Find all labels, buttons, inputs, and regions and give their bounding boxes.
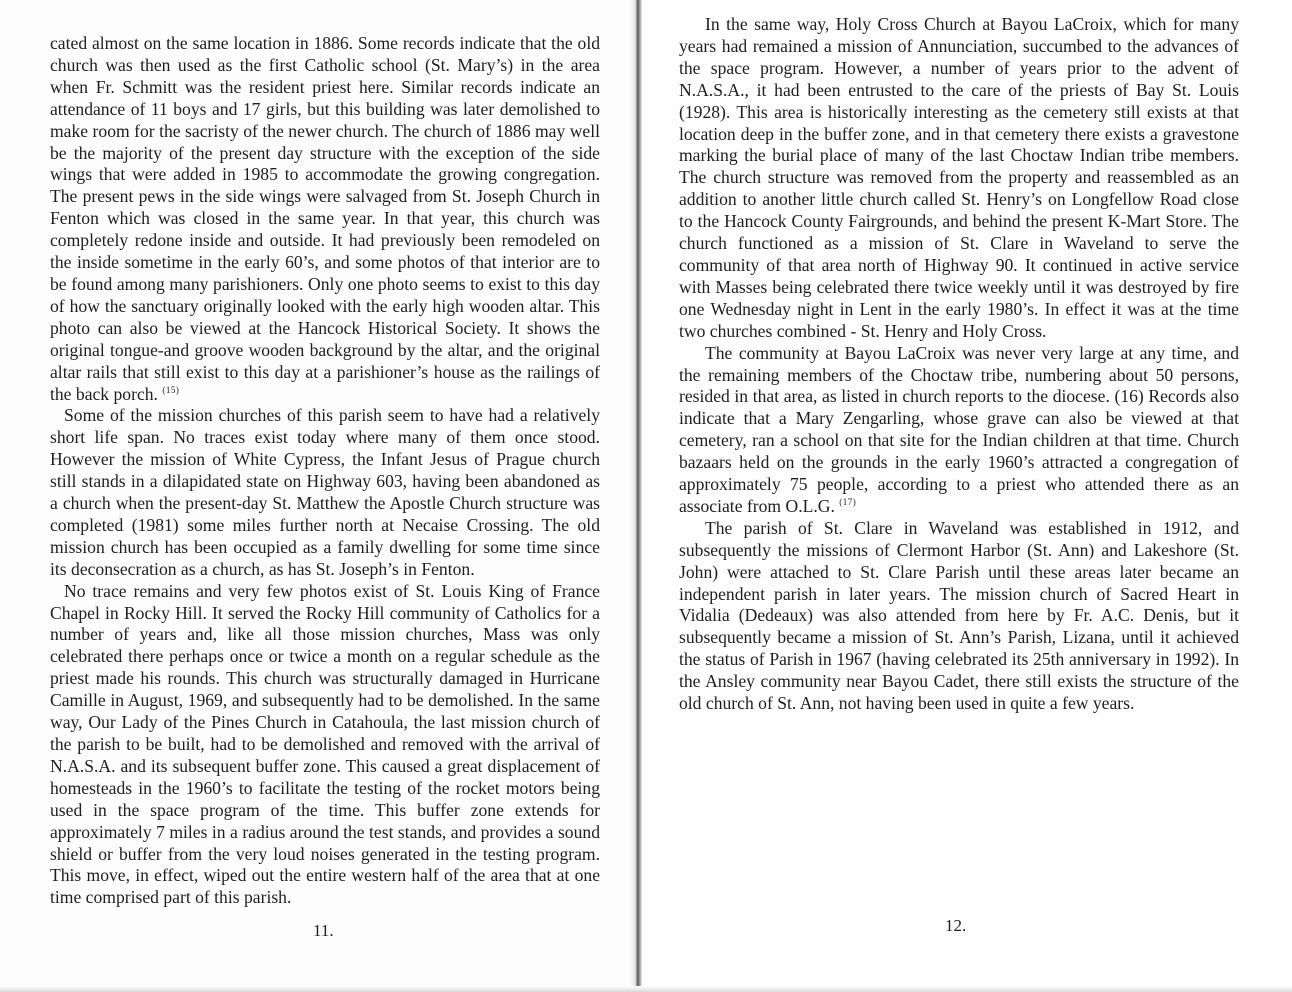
footnote-marker: (17) <box>839 496 857 507</box>
page-number: 12. <box>945 916 967 935</box>
right-page-text <box>679 14 1239 715</box>
paragraph: cated almost on the same location in 1886. Some records indicate that the old church was then used as the first Catholic school (St. Mary’s) in the area when Fr. Schmitt was the resident priest here. Similar records indicate an attendance of 11 boys and 17 girls, but this building was later demolished to make room for the sacristy of the newer church. The church of 1886 may well be the majority of the present day structure with the exception of the side wings that were added in 1985 to accommodate the growing congregation. The present pews in the side wings were salvaged from St. Joseph Church in Fenton which was closed in the same year. In that year, this church was completely redone inside and outside. It had previously been remodeled on the inside sometime in the early 60’s, and some photos of that interior are to be found among many parishioners. Only one photo seems to exist to this day of how the sanctuary originally looked with the early high wooden altar. This photo can also be viewed at the Hancock Historical Society. It shows the original tongue-and groove wooden background by the altar, and the original altar rails that still exist to this day at a parishioner’s house as the railings of the back porch. $^{(15)}$ <box>50 33 600 404</box>
left-page <box>0 0 636 992</box>
footnote-marker: (15) <box>162 384 180 395</box>
page-bottom-edge <box>0 986 1292 992</box>
paragraph: Some of the mission churches of this parish seem to have had a relatively short life span. No traces exist today where many of them once stood. However the mission of White Cypress, the Infant Jesus of Prague church still stands in a dilapidated state on Highway 603, having been abandoned as a church when the present-day St. Matthew the Apostle Church structure was completed (1981) some miles further north at Necaise Crossing. The old mission church has been occupied as a family dwelling for some time since its deconsecration as a church, as has St. Joseph’s in Fenton. <box>50 405 600 579</box>
paragraph: No trace remains and very few photos exist of St. Louis King of France Chapel in Rocky Hill. It served the Rocky Hill community of Catholics for a number of years and, like all those mission churches, Mass was only celebrated there perhaps once or twice a month on a regular schedule as the priest made his rounds. This church was structurally damaged in Hurricane Camille in August, 1969, and subsequently had to be demolished. In the same way, Our Lady of the Pines Church in Catahoula, the last mission church of the parish to be built, had to be demolished and removed with the arrival of N.A.S.A. and its subsequent buffer zone. This caused a great displacement of homesteads in the 1960’s to facilitate the testing of the rocket motors being used in the space program of the time. This buffer zone extends for approximately 7 miles in a radius around the test stands, and provides a sound shield or buffer from the very loud noises generated in the testing program. This move, in effect, wiped out the entire western half of the area that at one time comprised part of this parish. <box>50 580 600 908</box>
right-page <box>642 0 1292 992</box>
paragraph: In the same way, Holy Cross Church at Bayou LaCroix, which for many years had remained a mission of Annunciation, succumbed to the advances of the space program. However, a number of years prior to the advent of N.A.S.A., it had been entrusted to the care of the priests of Bay St. Louis (1928). This area is historically interesting as the cemetery still exists at that location deep in the buffer zone, and in that cemetery there exists a gravestone marking the burial place of many of the last Choctaw Indian tribe members. The church structure was removed from the property and reassembled as an addition to another little church called St. Henry’s on Longfellow Road close to the Hancock County Fairgrounds, and behind the present K-Mart Store. The church functioned as a mission of St. Clare in Waveland to serve the community of that area north of Highway 90. It continued in active service with Masses being celebrated there twice weekly until it was destroyed by fire one Wednesday night in Lent in the early 1980’s. In effect it was at the time two churches combined - St. Henry and Holy Cross. <box>679 14 1239 341</box>
page-number: 11. <box>313 921 334 940</box>
paragraph: The community at Bayou LaCroix was never very large at any time, and the remaining members of the Choctaw tribe, numbering about 50 persons, resided in that area, as listed in church reports to the diocese. (16) Records also indicate that a Mary Zengarling, whose grave can also be viewed at that cemetery, ran a school on that site for the Indian children at that time. Church bazaars held on the grounds in the early 1960’s attracted a congregation of approximately 75 people, according to a priest who attended there as an associate from O.L.G. $^{(17)}$ <box>679 342 1239 516</box>
paragraph: The parish of St. Clare in Waveland was established in 1912, and subsequently the missions of Clermont Harbor (St. Ann) and Lakeshore (St. John) were attached to St. Clare Parish until these areas later became an independent parish in later years. The mission church of Sacred Heart in Vidalia (Dedeaux) was also attended from here by Fr. A.C. Denis, but it subsequently became a mission of St. Ann’s Parish, Lizana, until it achieved the status of Parish in 1967 (having celebrated its 25th anniversary in 1992). In the Ansley community near Bayou Cadet, there still exists the structure of the old church of St. Ann, not having been used in quite a few years. <box>679 517 1239 714</box>
left-page-text <box>50 33 600 909</box>
